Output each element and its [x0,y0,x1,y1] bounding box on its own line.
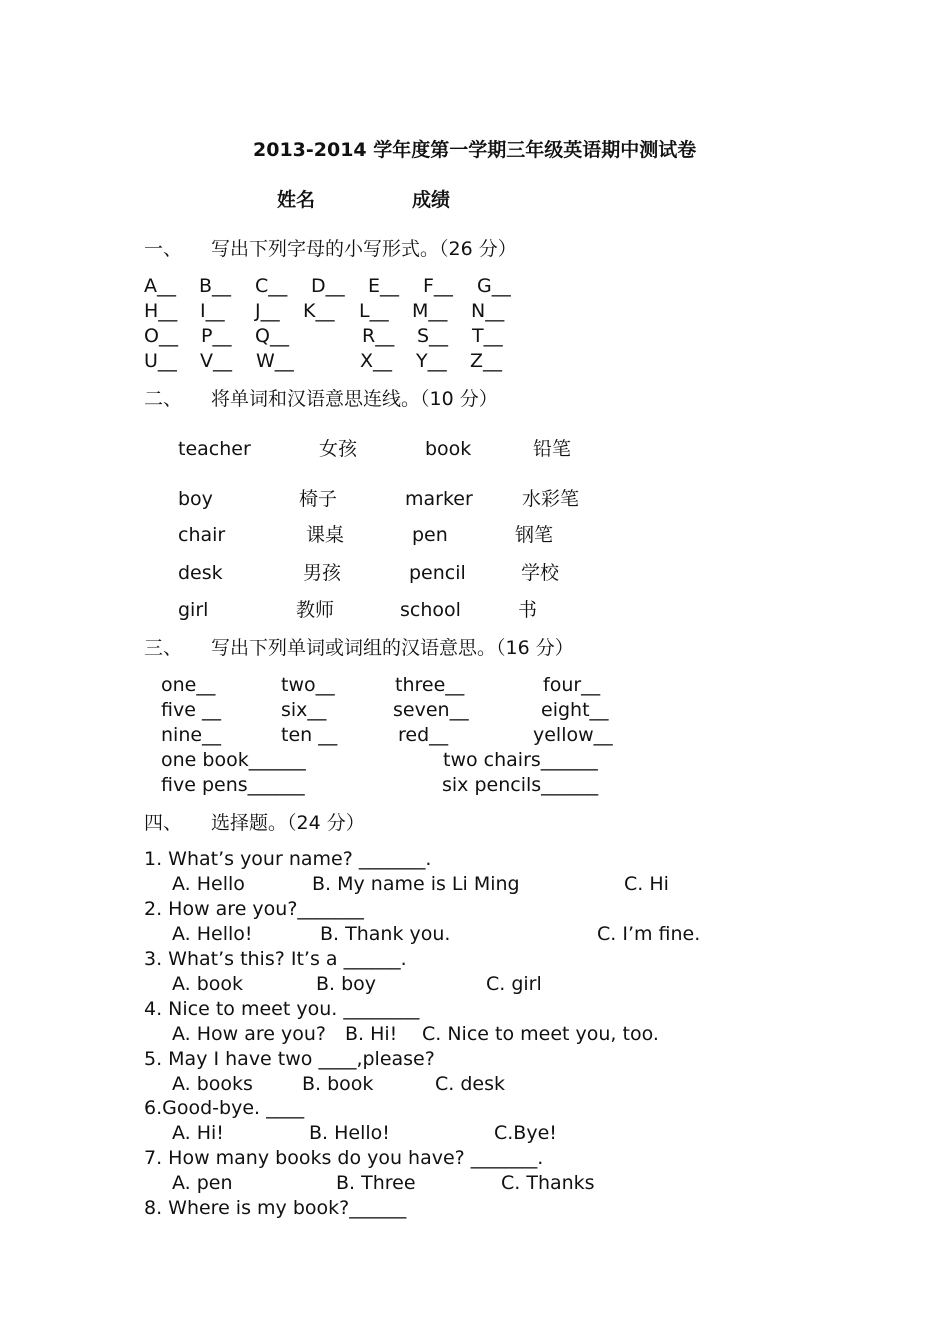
translate-item: seven__ [393,699,469,721]
translate-phrase: five pens______ [161,774,305,796]
exam-title: 2013-2014 学年度第一学期三年级英语期中测试卷 [253,139,697,161]
letter-item: K__ [303,300,335,322]
letter-item: M__ [412,300,448,322]
section4-number: 四、 [144,812,183,834]
letter-item: J__ [255,300,280,322]
translate-phrase: one book______ [161,749,306,771]
match-word: desk [178,562,223,584]
question-text: 8. Where is my book?______ [144,1197,407,1219]
option-c: C. Nice to meet you, too. [422,1023,659,1045]
question-text: 3. What’s this? It’s a ______. [144,948,407,970]
translate-item: eight__ [541,699,609,721]
letter-item: D__ [311,275,345,297]
question-text: 1. What’s your name? _______. [144,848,432,870]
letter-item: Q__ [255,325,289,347]
match-word: pencil [409,562,466,584]
translate-item: two__ [281,674,335,696]
name-label: 姓名 [277,189,316,211]
match-word: girl [178,599,209,621]
letter-item: E__ [368,275,400,297]
match-word: book [425,438,472,460]
letter-item: S__ [417,325,449,347]
match-word: teacher [178,438,251,460]
letter-item: C__ [255,275,288,297]
letter-item: U__ [144,350,177,372]
match-word: boy [178,488,213,510]
option-c: C. I’m fine. [597,923,701,945]
letter-item: X__ [360,350,393,372]
translate-item: nine__ [161,724,222,746]
score-label: 成绩 [412,189,451,211]
match-chinese: 女孩 [319,438,358,460]
match-chinese: 教师 [296,599,335,621]
section2-number: 二、 [144,388,183,410]
letter-item: A__ [144,275,176,297]
option-b: B. book [302,1073,374,1095]
match-chinese: 椅子 [299,488,338,510]
letter-item: Z__ [470,350,503,372]
letter-item: G__ [477,275,511,297]
match-word: chair [178,524,226,546]
option-a: A. How are you? [172,1023,326,1045]
match-word: marker [405,488,473,510]
letter-item: L__ [359,300,389,322]
letter-item: T__ [472,325,503,347]
translate-item: one__ [161,674,216,696]
letter-item: O__ [144,325,178,347]
match-chinese: 课桌 [306,524,345,546]
option-c: C. Hi [624,873,669,895]
translate-phrase: six pencils______ [442,774,599,796]
question-text: 6.Good-bye. ____ [144,1097,305,1119]
letter-item: N__ [471,300,505,322]
match-word: school [400,599,461,621]
section4-heading: 选择题。（24 分） [211,812,365,834]
match-chinese: 男孩 [303,562,342,584]
option-b: B. boy [316,973,377,995]
translate-item: five __ [161,699,221,721]
letter-item: I__ [200,300,225,322]
match-chinese: 钢笔 [515,524,554,546]
question-text: 5. May I have two ____,please? [144,1048,435,1070]
letter-item: Y__ [416,350,447,372]
option-b: B. Three [336,1172,416,1194]
translate-item: red__ [398,724,449,746]
letter-item: H__ [144,300,178,322]
translate-item: six__ [281,699,327,721]
match-chinese: 书 [518,599,538,621]
letter-item: W__ [256,350,294,372]
option-a: A. Hello! [172,923,253,945]
match-chinese: 铅笔 [533,438,572,460]
option-b: B. My name is Li Ming [312,873,520,895]
match-chinese: 学校 [521,562,560,584]
letter-item: F__ [423,275,453,297]
option-a: A. books [172,1073,253,1095]
section1-heading: 写出下列字母的小写形式。（26 分） [211,238,517,260]
section3-heading: 写出下列单词或词组的汉语意思。（16 分） [211,637,574,659]
option-b: B. Thank you. [320,923,451,945]
section3-number: 三、 [144,637,183,659]
option-b: B. Hello! [309,1122,390,1144]
letter-item: R__ [362,325,395,347]
option-c: C.Bye! [494,1122,557,1144]
translate-phrase: two chairs______ [443,749,598,771]
translate-item: four__ [543,674,601,696]
option-b: B. Hi! [345,1023,398,1045]
letter-item: V__ [200,350,232,372]
letter-item: B__ [199,275,232,297]
translate-item: three__ [395,674,465,696]
letter-item: P__ [201,325,232,347]
option-c: C. Thanks [501,1172,595,1194]
option-a: A. pen [172,1172,233,1194]
section2-heading: 将单词和汉语意思连线。（10 分） [211,388,498,410]
match-word: pen [412,524,448,546]
option-a: A. Hi! [172,1122,224,1144]
match-chinese: 水彩笔 [522,488,580,510]
section1-number: 一、 [144,238,183,260]
option-c: C. desk [435,1073,505,1095]
question-text: 4. Nice to meet you. ________ [144,998,420,1020]
option-a: A. book [172,973,244,995]
translate-item: ten __ [281,724,338,746]
option-a: A. Hello [172,873,245,895]
option-c: C. girl [486,973,542,995]
question-text: 2. How are you?_______ [144,898,364,920]
question-text: 7. How many books do you have? _______. [144,1147,544,1169]
translate-item: yellow__ [533,724,613,746]
